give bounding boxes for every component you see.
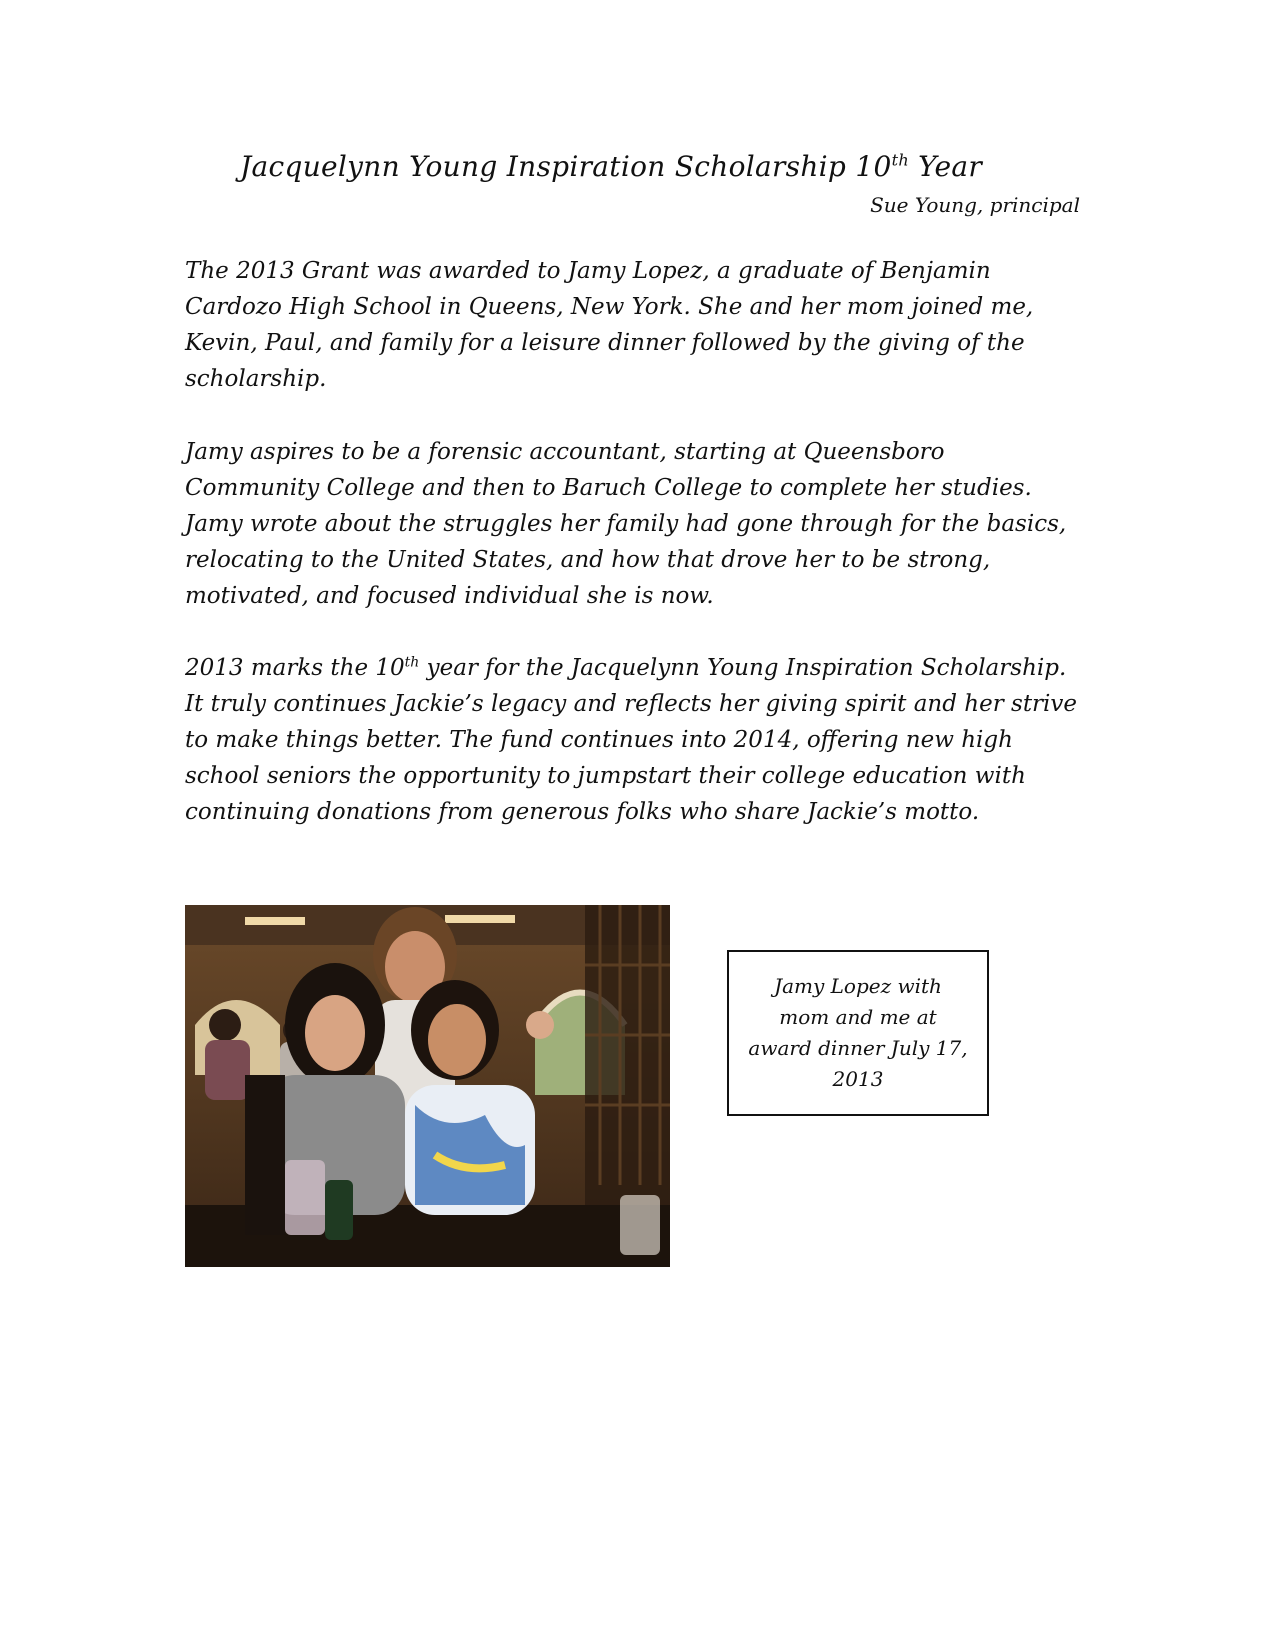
title-end: Year (908, 150, 983, 183)
paragraph-tenth-year (185, 650, 1085, 830)
photo-caption: Jamy Lopez with mom and me at award dinner July 17, 2013 (748, 974, 968, 1091)
paragraph-grant: The 2013 Grant was awarded to Jamy Lopez, a graduate of Benjamin Cardozo High School in Queens, New York. She and her mom joined me, Kevin, Paul, and family for a leisure dinner followed by the giving of the scholarship. (185, 258, 1034, 392)
title-superscript: th (891, 150, 909, 170)
paragraph-aspirations: Jamy aspires to be a forensic accountant, starting at Queensboro Community College and then to Baruch College to complete her studies. Jamy wrote about the struggles her family had gone through for the basics, relocating to the United States, and how that drove her to be strong, motivated, and focused individual she is now. (185, 439, 1067, 609)
paragraph-tenth-year-rest: year for the Jacquelynn Young Inspiration Scholarship. It truly continues Jackie’s legacy and reflects her giving spirit and her strive to make things better. The fund continues into 2014, offering new high school seniors the opportunity to jumpstart their college education with continuing donations from generous folks who share Jackie’s motto. (185, 655, 1078, 825)
title-main: Jacquelynn Young Inspiration Scholarship 10 (240, 150, 892, 183)
author-byline: Sue Young, principal (870, 193, 1080, 217)
page-title (240, 150, 1040, 183)
paragraph-tenth-year-start: 2013 marks the 10 (185, 655, 405, 681)
photo-caption-box (727, 950, 989, 1116)
paragraph-tenth-year-superscript: th (404, 654, 420, 671)
award-dinner-photo (185, 905, 670, 1267)
